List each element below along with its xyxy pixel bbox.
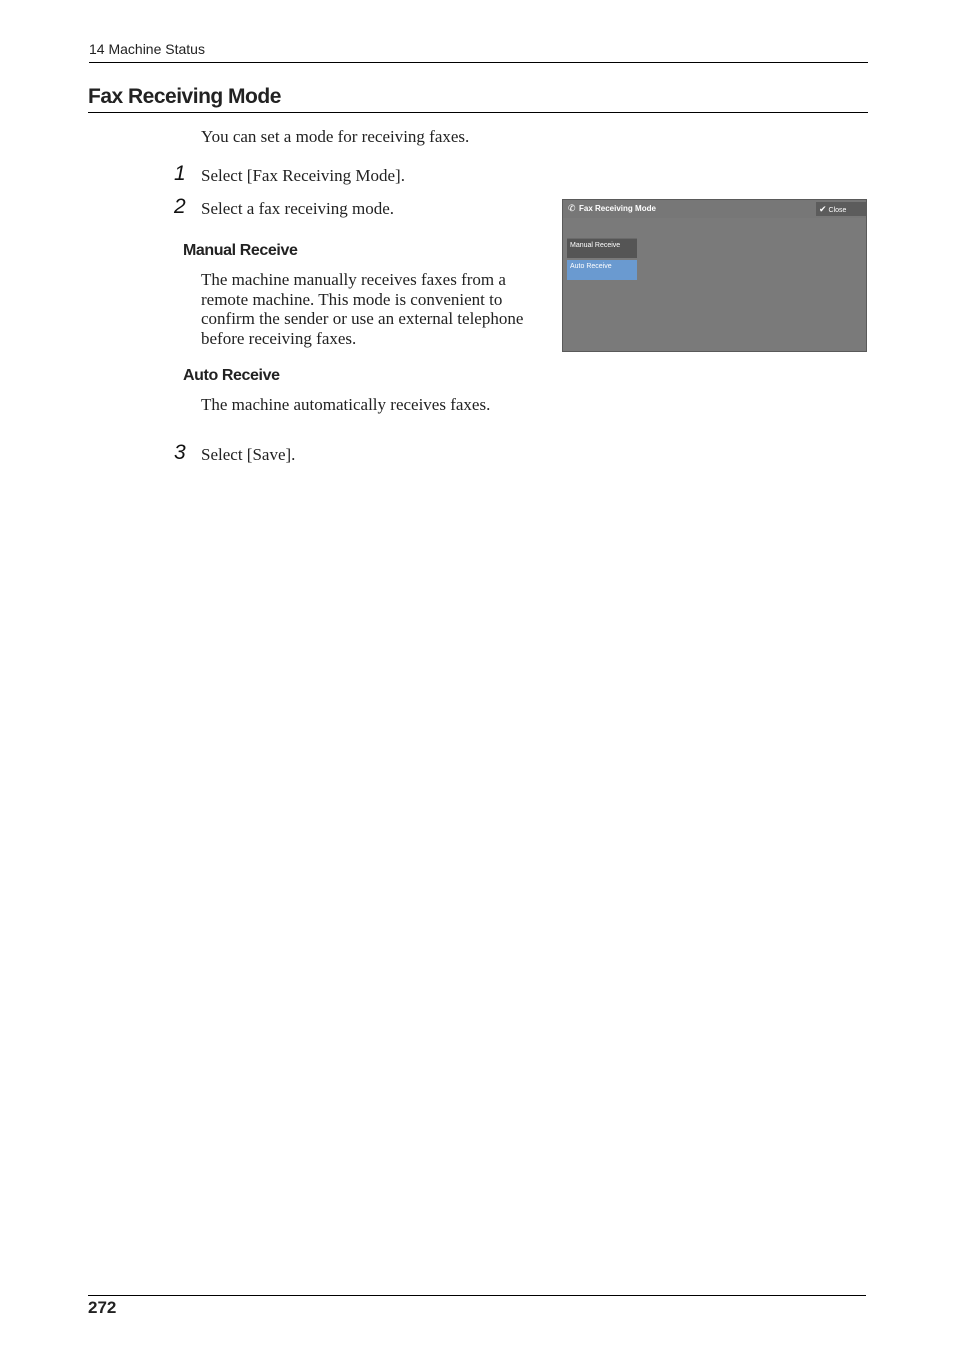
- step-number: 2: [174, 195, 186, 218]
- mode-description-auto: The machine automatically receives faxes.: [201, 395, 491, 414]
- description-line: remote machine. This mode is convenient to: [201, 289, 503, 309]
- screenshot-title: Fax Receiving Mode: [579, 204, 656, 213]
- mode-description-manual: [201, 270, 556, 348]
- intro-text: You can set a mode for receiving faxes.: [201, 127, 470, 146]
- phone-icon: ✆: [568, 203, 576, 213]
- step-text: Select [Save].: [201, 445, 296, 464]
- footer-divider: [88, 1295, 866, 1296]
- fax-receiving-mode-screenshot: [562, 199, 867, 352]
- option-manual-receive[interactable]: [567, 238, 637, 258]
- description-line: The machine manually receives faxes from a: [201, 270, 506, 289]
- option-label: Auto Receive: [570, 263, 612, 270]
- description-line: before receiving faxes.: [201, 328, 357, 348]
- step-text: Select [Fax Receiving Mode].: [201, 166, 405, 185]
- option-auto-receive[interactable]: [567, 260, 637, 280]
- section-title: Fax Receiving Mode: [88, 84, 868, 113]
- close-button-label: Close: [828, 207, 847, 214]
- step-number: 3: [174, 441, 186, 464]
- description-line: confirm the sender or use an external telephone: [201, 309, 524, 328]
- check-icon: ✔: [819, 204, 827, 214]
- step-text: Select a fax receiving mode.: [201, 199, 395, 218]
- close-button[interactable]: [816, 202, 866, 216]
- mode-heading-manual: Manual Receive: [183, 242, 298, 259]
- option-label: Manual Receive: [570, 242, 621, 249]
- mode-heading-auto: Auto Receive: [183, 367, 280, 384]
- page-number: 272: [88, 1298, 117, 1317]
- step-number: 1: [174, 162, 186, 185]
- chapter-header: 14 Machine Status: [89, 40, 868, 63]
